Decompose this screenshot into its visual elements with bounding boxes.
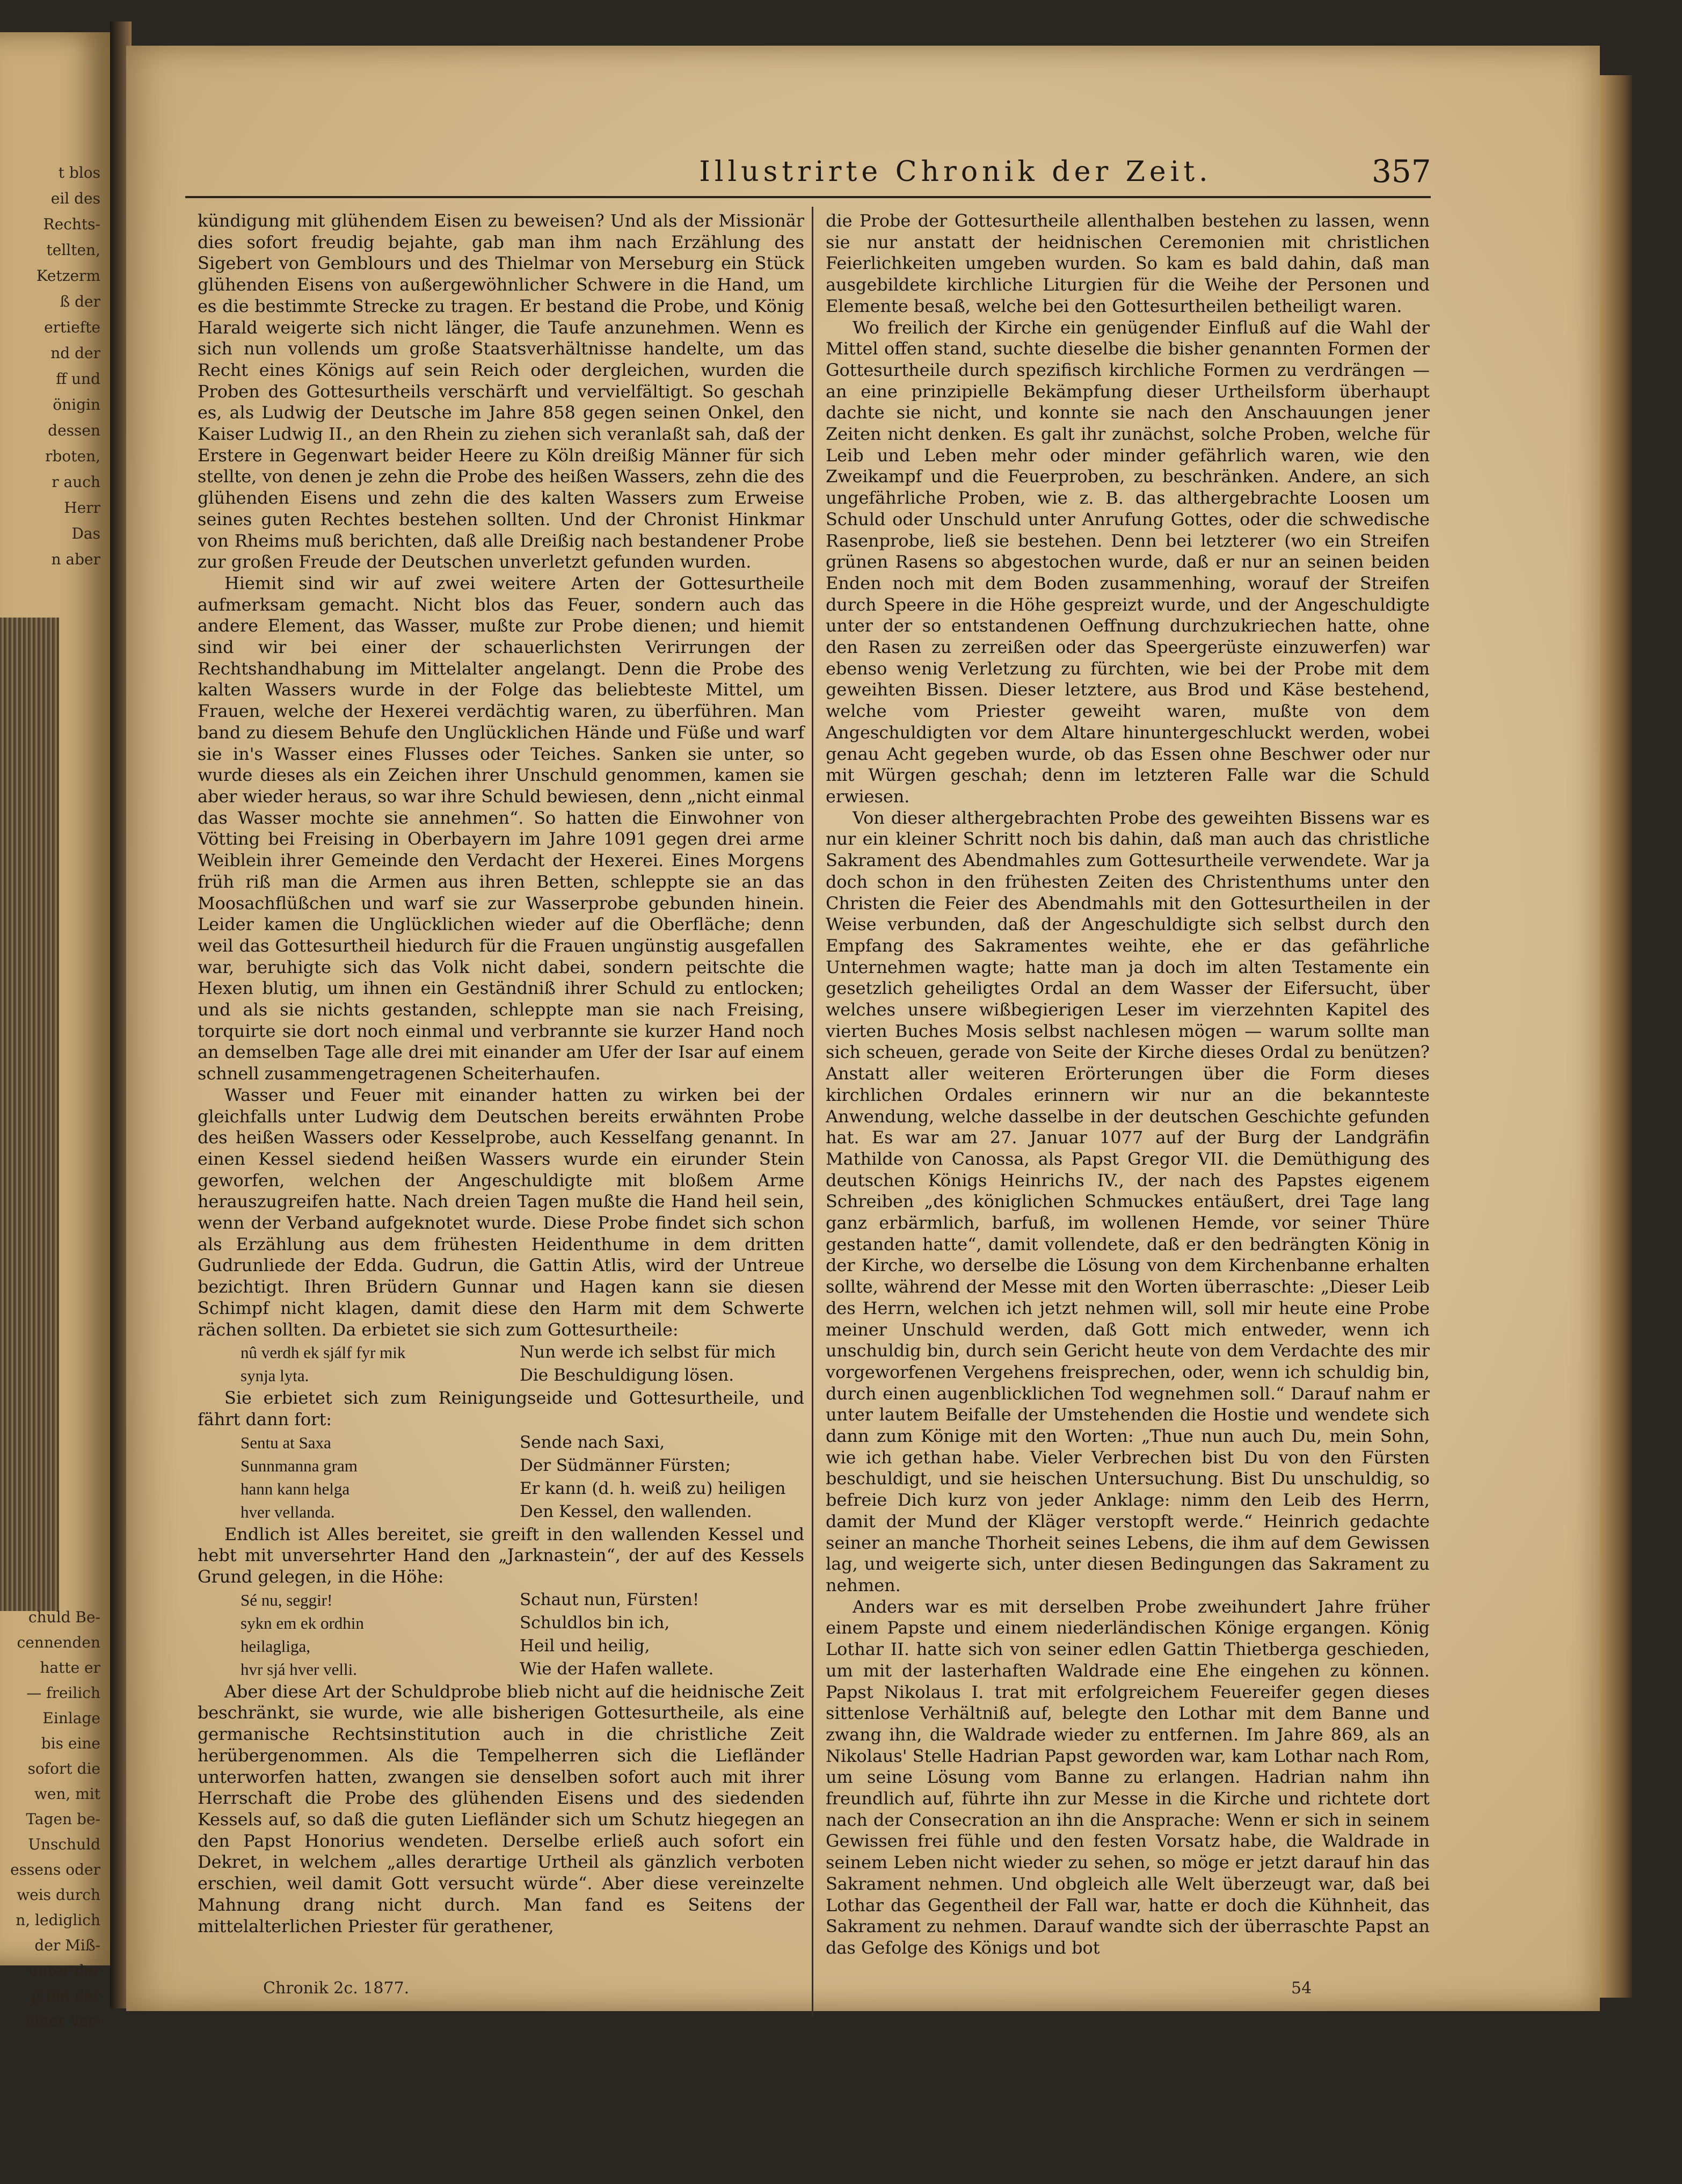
previous-page-text-fragment: Rechts- <box>43 215 100 233</box>
previous-page-text-fragment: Das <box>71 525 100 542</box>
verse-translation: Schaut nun, Fürsten! <box>520 1590 700 1609</box>
previous-page-text-fragment: sofort die <box>27 1760 100 1777</box>
previous-page-text-fragment: ff und <box>56 370 100 388</box>
illustration-fragment <box>0 618 59 1611</box>
previous-page-text-fragment: önigin <box>53 396 100 413</box>
signature-number: 54 <box>1291 1979 1312 1998</box>
previous-page-text-fragment: hatte er <box>40 1659 100 1677</box>
previous-page-text-fragment: r auch <box>52 473 100 491</box>
right-column <box>826 211 1430 1959</box>
verse-translation: Die Beschuldigung lösen. <box>520 1366 734 1385</box>
previous-page-text-fragment: der Miß- <box>34 1936 100 1954</box>
previous-page-text-fragment: cennenden <box>17 1634 100 1651</box>
verse-original: nû verdh ek sjálf fyr mik <box>241 1343 406 1362</box>
previous-page-text-fragment: — freilich <box>26 1684 100 1702</box>
verse-line <box>241 1478 804 1500</box>
column-rule <box>812 207 813 2016</box>
verse-line <box>241 1455 804 1477</box>
verse-original: sykn em ek ordhin <box>241 1613 364 1632</box>
previous-page-text-fragment: chuld Be- <box>28 1608 100 1626</box>
verse-translation: Den Kessel, den wallenden. <box>520 1501 752 1521</box>
verse-translation: Schuldlos bin ich, <box>520 1613 670 1632</box>
previous-page-text-fragment: Tagen be- <box>26 1810 100 1828</box>
previous-page-text-fragment: ertiefte <box>44 318 100 336</box>
previous-page-text-fragment: Unschuld <box>28 1835 100 1853</box>
verse-original: heilagliga, <box>241 1636 310 1656</box>
verse-original: hvr sjá hver velli. <box>241 1659 357 1679</box>
verse-original: Sunnmanna gram <box>241 1456 358 1475</box>
previous-page-text-fragment: nd der <box>50 344 100 362</box>
verse-original: Sé nu, seggir! <box>241 1590 333 1609</box>
verse-translation: Der Südmänner Fürsten; <box>520 1455 731 1475</box>
paragraph: Aber diese Art der Schuldprobe blieb nicht auf die heidnische Zeit beschränkt, sie wurde, wie alle bisherigen Gottesurtheile, als eine germanische Rechtsinstitution auch in die christliche Zeit herübergenommen. Als die Tempelherren sich die Liefländer unterworfen hatten, zwangen sie denselben sofort auch mit ihrer Herrschaft die Probe des glühenden Eisens und des siedenden Kessels auf, so daß die guten Liefländer sich um Schutz hiegegen an den Papst Honorius wendeten. Derselbe erließ auch sofort ein Dekret, in welchem „alles derartige Urtheil als gänzlich verboten erschien, weil damit Gott versucht würde“. Aber diese vereinzelte Mahnung drang nicht durch. Man fand es Seitens der mittelalterlichen Priester für gerathener, <box>198 1681 804 1936</box>
verse-line <box>241 1635 804 1657</box>
verse-line <box>241 1365 804 1387</box>
previous-page-text-fragment: wen, mit <box>34 1785 100 1803</box>
verse-line <box>241 1432 804 1454</box>
verse-original: Sentu at Saxa <box>241 1433 331 1452</box>
verse-translation: Nun werde ich selbst für mich <box>520 1343 776 1362</box>
paragraph: Endlich ist Alles bereitet, sie greift in den wallenden Kessel und hebt mit unversehrter Hand den „Jarknastein“, der auf des Kessels Grund gelegen, in die Höhe: <box>198 1523 804 1587</box>
page-number: 357 <box>1372 153 1431 190</box>
verse-translation: Sende nach Saxi, <box>520 1432 665 1452</box>
previous-page-text-fragment: Einlage <box>42 1709 100 1727</box>
verse-line <box>241 1501 804 1523</box>
previous-page-text-fragment: dessen <box>48 422 100 439</box>
verse-original: hver vellanda. <box>241 1502 335 1521</box>
verse-translation: Heil und heilig, <box>520 1636 650 1656</box>
previous-page-text-fragment: rboten, <box>45 447 100 465</box>
verse-original: hann kann helga <box>241 1479 350 1498</box>
previous-page-text-fragment: ß der <box>60 293 100 310</box>
previous-page-text-fragment: n, lediglich <box>16 1911 100 1929</box>
running-head: Illustrirte Chronik der Zeit. <box>699 156 1212 188</box>
paragraph: Hiemit sind wir auf zwei weitere Arten der Gottesurtheile aufmerksam gemacht. Nicht blos das Feuer, sondern auch das andere Element, das Wasser, mußte zur Probe dienen; und hiemit sind wir bei einer der schauerlichsten Verirrungen der Rechtshandhabung im Mittelalter angelangt. Denn die Probe des kalten Wassers wurde in der Folge das beliebteste Mittel, um Frauen, welche der Hexerei verdächtig waren, zu überführen. Man band zu diesem Behufe den Unglücklichen Hände und Füße und warf sie in's Wasser eines Flusses oder Teiches. Sanken sie unter, so wurde dieses als ein Zeichen ihrer Unschuld genommen, kamen sie aber wieder heraus, so war ihre Schuld bewiesen, denn „nicht einmal das Wasser mochte sie annehmen“. So hatten die Einwohner von Vötting bei Freising in Oberbayern im Jahre 1091 gegen drei arme Weiblein ihrer Gemeinde den Verdacht der Hexerei. Eines Morgens früh riß man die Armen aus ihren Betten, schleppte sie an das Moosachflüßchen und warf sie zur Wasserprobe gebunden hinein. Leider kamen die Unglücklichen wieder auf die Oberfläche; denn weil das Gottesurtheil hiedurch für die Frauen ungünstig ausgefallen war, beruhigte sich das Volk nicht dabei, sondern peitschte die Hexen blutig, um ihnen ein Geständniß ihrer Schuld zu entlocken; und als sie nichts gestanden, schleppte man sie nach Freising, torquirte sie dort noch einmal und verbrannte sie kurzer Hand noch an demselben Tage alle drei mit einander am Ufer der Isar auf einem schnell zusammengetragenen Scheiterhaufen. <box>198 572 804 1084</box>
verse-line <box>241 1658 804 1680</box>
verse-line <box>241 1589 804 1611</box>
previous-page-text-fragment: einer Ver- <box>25 2012 100 2030</box>
previous-page-edge <box>0 32 110 2030</box>
footer-signature: Chronik 2c. 1877. <box>263 1979 410 1998</box>
paragraph: Anders war es mit derselben Probe zweihundert Jahre früher einem Papste und einem niederländischen Könige ergangen. König Lothar II. hatte sich von seiner edlen Gattin Thietberga geschieden, um mit der lasterhaften Waldrade eine Ehe eingehen zu können. Papst Nikolaus I. trat mit erfolgreichem Feuereifer gegen dieses sittenlose Verhältniß auf, belegte den Lothar mit dem Banne und zwang ihn, die Waldrade wieder zu entfernen. Im Jahre 869, als an Nikolaus' Stelle Hadrian Papst geworden war, kam Lothar nach Rom, um seine Lösung vom Banne zu erlangen. Hadrian nahm ihn freundlich auf, führte ihn zur Messe in die Kirche und richtete dort nach der Consecration an ihn die Ansprache: Wenn er sich in seinem Gewissen frei fühle und den festen Vorsatz habe, die Waldrade in seinem Leben nicht wieder zu sehen, so möge er jetzt darauf hin das Sakrament nehmen. Und obgleich alle Welt überzeugt war, daß bei Lothar das Gegentheil der Fall war, hatte er doch die Kühnheit, das Sakrament zu nehmen. Darauf wandte sich der überraschte Papst an das Gefolge des Königs und bot <box>826 1596 1430 1958</box>
previous-page-text-fragment: essens oder <box>10 1861 100 1878</box>
header-rule <box>185 196 1431 198</box>
page-edge <box>1600 75 1632 1998</box>
paragraph: die Probe der Gottesurtheile allenthalben bestehen zu lassen, wenn sie nur anstatt der heidnischen Ceremonien mit christlichen Feierlichkeiten umgeben wurden. So kam es bald dahin, daß man ausgebildete kirchliche Liturgien für die Weihe der Personen und Elemente besaß, welche bei den Gottesurtheilen betheiligt waren. <box>826 211 1430 316</box>
previous-page-text-fragment: Ketzerm <box>36 267 100 285</box>
left-column <box>198 211 804 1937</box>
previous-page-text-fragment: n aber <box>51 550 100 568</box>
verse-translation: Wie der Hafen wallete. <box>520 1659 714 1679</box>
verse-translation: Er kann (d. h. weiß zu) heiligen <box>520 1478 786 1498</box>
previous-page-text-fragment: unter der <box>28 1962 100 1979</box>
verse-line <box>241 1341 804 1363</box>
paragraph: Wo freilich der Kirche ein genügender Einfluß auf die Wahl der Mittel offen stand, suchte dieselbe die bisher genannten Formen der Gottesurtheile durch spezifisch kirchliche Formen zu verdrängen — an eine prinzipielle Bekämpfung dieser Urtheilsform überhaupt dachte sie nicht, und konnte sie nach den Anschauungen jener Zeiten nicht denken. Es galt ihr zunächst, solche Proben, welche für Leib und Leben mehr oder minder gefährlich waren, wie den Zweikampf und die Feuerproben, zu beschränken. Andere, an sich ungefährliche Proben, wie z. B. das althergebrachte Loosen um Schuld oder Unschuld unter Anrufung Gottes, oder die schwedische Rasenprobe, ließ sie bestehen. Denn bei letzterer (wo ein Streifen grünen Rasens so abgestochen wurde, daß er nur an seinen beiden Enden noch mit dem Boden zusammenhing, worauf der Streifen durch Speere in die Höhe gespreizt wurde, und der Angeschuldigte unter der so entstandenen Oeffnung durchzukriechen hatte, ohne den Rasen zu zerreißen oder das Speergerüste einzuwerfen) war ebenso wenig Verletzung zu fürchten, wie bei der Probe mit dem geweihten Bissen. Dieser letztere, aus Brod und Käse bestehend, welche vom Priester geweiht waren, mußte von dem Angeschuldigten vor dem Altare hinuntergeschluckt werden, wobei genau Acht gegeben wurde, ob das Essen ohne Beschwer oder nur mit Würgen geschah; denn im letzteren Falle war die Schuld erwiesen. <box>826 317 1430 807</box>
paragraph: Wasser und Feuer mit einander hatten zu wirken bei der gleichfalls unter Ludwig dem Deutschen bereits erwähnten Probe des heißen Wassers oder Kesselprobe, auch Kesselfang genannt. In einen Kessel siedend heißen Wassers wurde ein eirunder Stein geworfen, welchen der Angeschuldigte mit bloßem Arme herauszugreifen hatte. Nach dreien Tagen mußte die Hand heil sein, wenn der Verband aufgeknotet wurde. Diese Probe findet sich schon als Erzählung aus dem frühesten Heidenthume in dem dritten Gudrunliede der Edda. Gudrun, die Gattin Atlis, wird der Untreue bezichtigt. Ihren Brüdern Gunnar und Hagen kann sie diesen Schimpf nicht klagen, damit diese den Harm mit dem Schwerte rächen sollten. Da erbietet sie sich zum Gottesurtheile: <box>198 1084 804 1340</box>
previous-page-text-fragment: g ihn der <box>31 1987 100 2005</box>
previous-page-text-fragment: t blos <box>58 164 100 182</box>
previous-page-text-fragment: tellten, <box>46 241 100 259</box>
previous-page-text-fragment: eil des <box>50 190 100 207</box>
previous-page-text-fragment: Herr <box>64 499 100 517</box>
paragraph: kündigung mit glühendem Eisen zu beweisen? Und als der Missionär dies sofort freudig bejahte, gab man ihm nach Erzählung des Sigebert von Gemblours und des Thielmar von Merseburg ein Stück glühenden Eisens von außergewöhnlicher Schwere in die Hand, um es die bestimmte Strecke zu tragen. Er bestand die Probe, und König Harald weigerte sich nicht länger, die Taufe anzunehmen. Wenn es sich nun vollends um große Staatsverhältnisse handelte, um das Recht eines Königs auf sein Reich oder dergleichen, wurden die Proben des Gottesurtheils verschärft und vervielfältigt. So geschah es, als Ludwig der Deutsche im Jahre 858 gegen seinen Onkel, den Kaiser Ludwig II., an den Rhein zu ziehen sich veranlaßt sah, daß der Erstere in Gegenwart beider Heere zu Köln dreißig Männer für sich stellte, von denen je zehn die Probe des heißen Wassers, zehn die des glühenden Eisens und zehn die des kalten Wassers zum Erweise seines guten Rechtes bestehen sollten. Und der Chronist Hinkmar von Rheims muß berichten, daß alle Dreißig nach bestandener Probe zur großen Freude der Deutschen unverletzt gefunden wurden. <box>198 211 804 572</box>
previous-page-text-fragment: weis durch <box>17 1886 100 1904</box>
previous-page-text-fragment: bis eine <box>41 1735 100 1752</box>
verse-original: synja lyta. <box>241 1366 309 1385</box>
paragraph: Von dieser althergebrachten Probe des geweihten Bissens war es nur ein kleiner Schritt noch bis dahin, daß man auch das christliche Sakrament des Abendmahles zum Gottesurtheile verwendete. War ja doch schon in den frühesten Zeiten des Christenthums unter den Christen die Feier des Abendmahls mit den Gottesurtheilen in der Weise verbunden, daß der Angeschuldigte sich selbst durch den Empfang des Sakramentes weihte, ehe er das gefährliche Unternehmen wagte; hatte man ja doch im alten Testamente ein gesetzlich geheiligtes Ordal an dem Wasser der Eifersucht, über welches unsere wißbegierigen Leser im vierzehnten Kapitel des vierten Buches Mosis selbst nachlesen mögen — warum sollte man sich scheuen, gerade von Seite der Kirche dieses Ordal zu benützen? Anstatt aller weiteren Erörterungen über die Form dieses kirchlichen Ordales erinnern wir nur an die bekannteste Anwendung, welche dasselbe in der deutschen Geschichte gefunden hat. Es war am 27. Januar 1077 auf der Burg der Landgräfin Mathilde von Canossa, als Papst Gregor VII. die Demüthigung des deutschen Königs Heinrichs IV., der nach des Papstes eigenem Schreiben „des königlichen Schmuckes entäußert, drei Tage lang ganz erbärmlich, barfuß, im wollenen Hemde, vor seiner Thüre gestanden hatte“, damit vollendete, daß er den bedrängten König in der Kirche, wo derselbe die Lösung von dem Kirchenbanne erhalten sollte, während der Messe mit den Worten überraschte: „Dieser Leib des Herrn, welchen ich jetzt nehmen will, soll mir heute eine Probe meiner Unschuld werden, daß Gott mich entweder, wenn ich unschuldig bin, durch sein Gericht heute von dem Verdachte des mir vorgeworfenen Vergehens freisprechen, oder, wenn ich schuldig bin, durch einen augenblicklichen Tod wegnehmen soll.“ Darauf nahm er unter lautem Beifalle der Umstehenden die Hostie und wendete sich dann zum Könige mit den Worten: „Thue nun auch Du, mein Sohn, wie ich gethan habe. Vieler Verbrechen bist Du von den Fürsten beschuldigt, und sie heischen Untersuchung. Bist Du unschuldig, so befreie Dich kurz von jeder Anklage: nimm den Leib des Herrn, damit der Mund der Kläger verstopft werde.“ Heinrich gedachte seiner an manche Thorheit seines Lebens, die ihm auf dem Gewissen lag, und weigerte sich, unter diesen Bedingungen das Sakrament zu nehmen. <box>826 807 1430 1595</box>
paragraph: Sie erbietet sich zum Reinigungseide und Gottesurtheile, und fährt dann fort: <box>198 1388 804 1430</box>
verse-line <box>241 1612 804 1634</box>
